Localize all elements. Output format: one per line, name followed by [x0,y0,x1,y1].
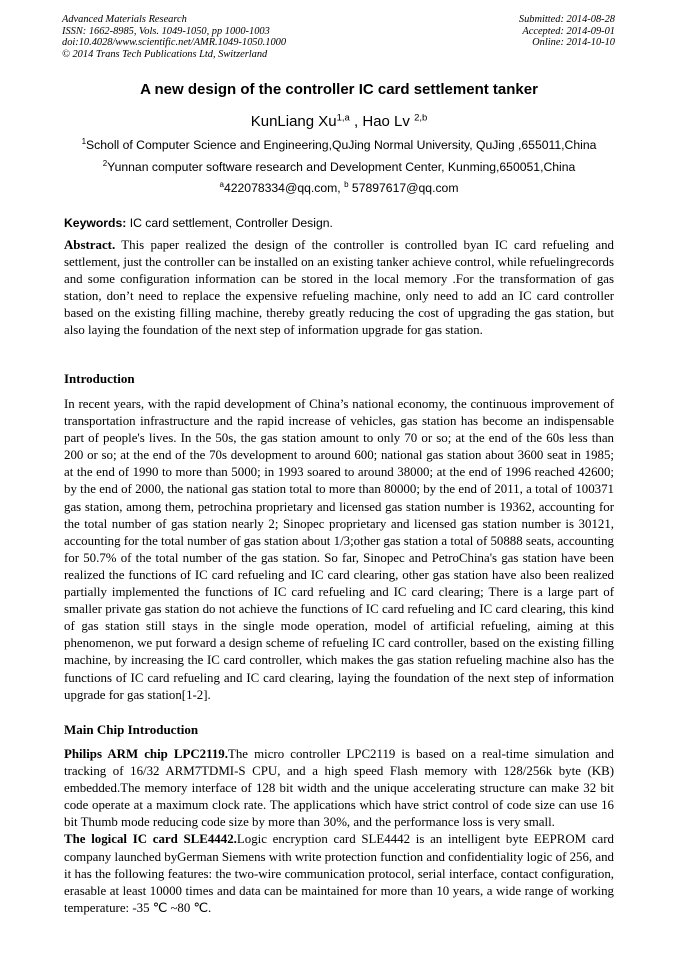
sle4442-paragraph [64,831,614,916]
author-emails [0,181,678,195]
lpc2119-label: Philips ARM chip LPC2119. [64,747,228,761]
affiliation-2-text: Yunnan computer software research and Development Center, Kunming,650051,China [107,160,576,174]
introduction-body [64,396,614,704]
author-1-sup: 1,a [336,112,350,124]
affiliation-1-sup: 1 [81,137,87,147]
journal-info-left [62,14,286,60]
journal-name: Advanced Materials Research [62,14,187,25]
accepted-date: Accepted: 2014-09-01 [522,25,615,37]
author-2: Hao Lv [362,113,415,130]
lpc2119-paragraph [64,746,614,831]
copyright-line: © 2014 Trans Tech Publications Ltd, Switzerland [62,48,268,60]
main-chip-heading: Main Chip Introduction [64,722,199,737]
abstract-paragraph [64,237,614,340]
paper-title: A new design of the controller IC card settlement tanker [140,81,538,98]
introduction-heading: Introduction [64,371,135,386]
email-a: 422078334@qq.com, [223,181,345,195]
affiliation-2 [0,160,678,174]
author-1: KunLiang Xu [250,113,337,130]
email-a-sup: a [219,180,224,190]
affiliation-1-text: Scholl of Computer Science and Engineering,QuJing Normal University, QuJing ,655011,China [86,138,597,152]
affiliation-1 [0,138,678,152]
lpc2119-text: The micro controller LPC2119 is based on a real-time simulation and tracking of 16/32 ARM7TDMI-S CPU, and a high speed Flash memory with 128/256k byte (KB) embedded.The memory interface of 128 bit width and the unique accelerating structure can make 32 bit code operate at a maximum clock rate. The applications which have strict control of code size can use 16 bit Thumb mode reducing code size by more than 30%, and the performance loss is very small. [64,747,614,830]
main-chip-body [64,746,614,917]
keywords-text: IC card settlement, Controller Design. [126,216,333,230]
submitted-date: Submitted: 2014-08-28 [518,14,615,25]
author-separator: , [349,113,363,130]
doi-line: doi:10.4028/www.scientific.net/AMR.1049-1050.1000 [62,37,287,49]
abstract [64,237,614,340]
journal-info-right [519,14,615,49]
email-b-sup: b [344,180,349,190]
affiliation-2-sup: 2 [102,159,108,169]
sle4442-label: The logical IC card SLE4442. [64,832,237,847]
author-2-sup: 2,b [414,112,428,124]
sle4442-text: Logic encryption card SLE4442 is an intelligent byte EEPROM card company launched byGerman Siemens with write protection function and confidentiality logic of 256, and it has the following features: the two-wire communication protocol, serial interface, contact configuration, erasable at least 10000 times and data can be maintained for more than 10 years, a wide range of working temperature: -35 ℃ ~80 ℃. [64,832,614,915]
abstract-text: This paper realized the design of the controller is controlled byan IC card refueling and settlement, just the controller can be installed on an existing tanker achieve control, while refuelingrecords and some configuration information can be stored in the local memory .For the transformation of gas station, don’t need to replace the expensive refueling machine, only need to add an IC card controller based on the existing filling machine, thereby greatly reducing the cost of upgrading the gas station, but also laying the foundation of the next step of information upgrade for gas station. [64,238,614,338]
email-b: 57897617@qq.com [348,181,459,195]
keywords-label: Keywords: [64,216,127,230]
author-line [0,113,678,130]
issn-line: ISSN: 1662-8985, Vols. 1049-1050, pp 1000-1003 [62,25,270,37]
abstract-label: Abstract. [64,238,116,252]
introduction-paragraph: In recent years, with the rapid development of China’s national economy, the continuous improvement of transportation infrastructure and the rapid increase of vehicles, gas station has become an indispensable part of people's lives. In the 50s, the gas station amount to only 70 or so; at the end of the 60s less than 200 or so; at the end of the 70s development to around 600; national gas station about 3600 seat in 1985; at the end of 1990 to more than 5000; in 1993 soared to around 38000; at the end of 1996 reached 42600; by the end of 2000, the national gas station total to more than 80000; by the end of 2011, a total of 100371 gas station, among them, petrochina proprietary and licensed gas station number is 19362, accounting for the total number of gas station nearly 2; Sinopec proprietary and licensed gas station number is 30121, accounting for the total number of gas station about 1/3;other gas station a total of 50888 seats, accounting for 50.7% of the total number of the gas station. So far, Sinopec and PetroChina's gas station have been realized the functions of IC card refueling and IC card clearing, other gas station have also been realized partially implemented the functions of IC card refueling and IC card clearing; There is a large part of smaller private gas station do not achieve the functions of IC card refueling and IC card clearing, this kind of gas station still stays in the single mode operation, model of artificial refueling, aiming at this phenomenon, we put forward a design scheme of refueling IC card controller, based on the existing filling machine, by increasing the IC card controller, which makes the gas station refueling machine also has the functions of IC card refueling and IC card clearing, laying the foundation of the next step of information upgrade for gas station[1-2]. [64,397,614,702]
online-date: Online: 2014-10-10 [532,37,615,49]
keywords [64,216,333,230]
